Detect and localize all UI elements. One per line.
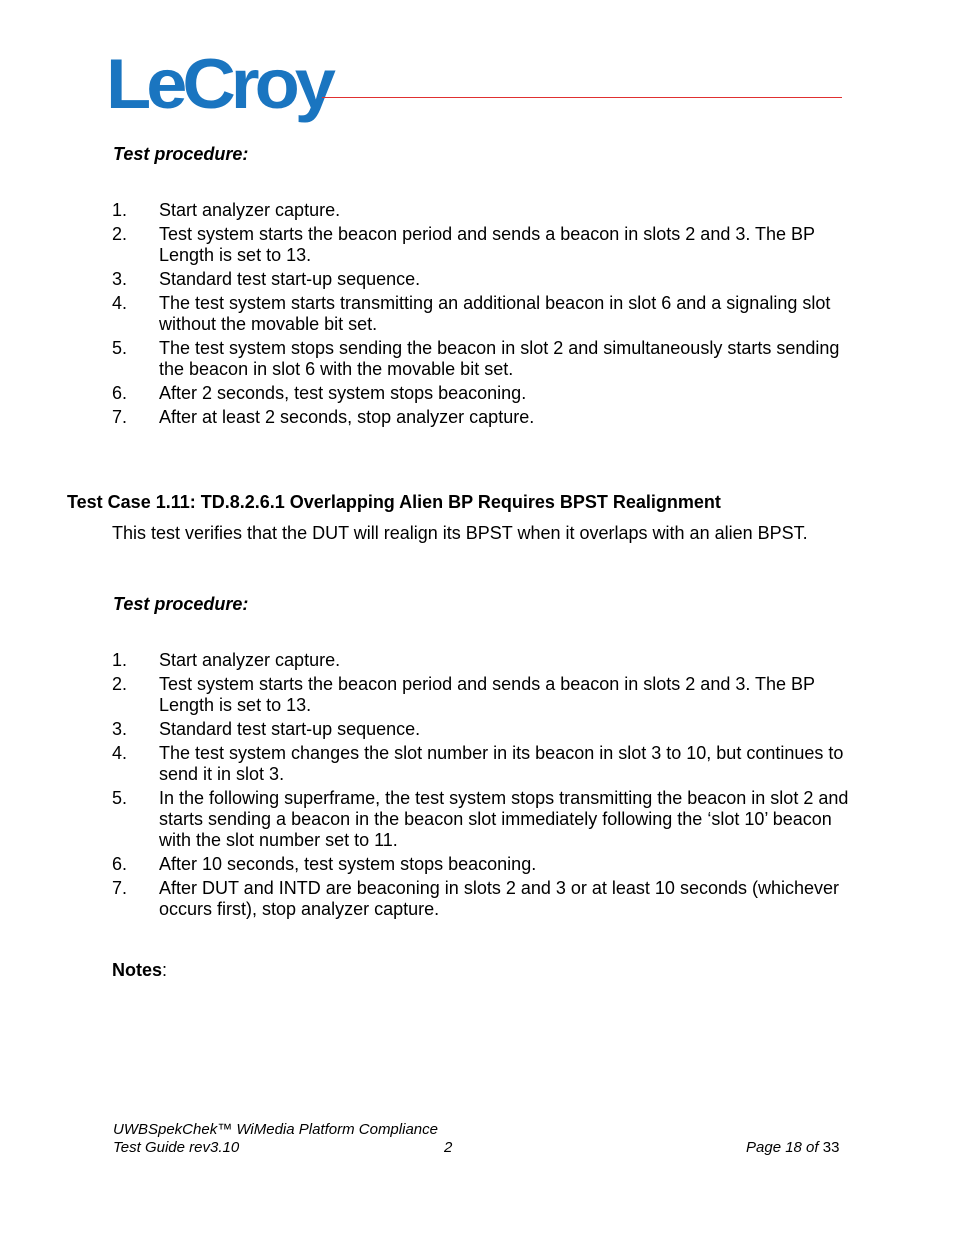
step-text: After DUT and INTD are beaconing in slots 2 and 3 or at least 10 seconds (whichever occurs first), stop analyzer capture. xyxy=(159,878,840,919)
step-number: 3. xyxy=(112,719,128,739)
footer-doc-title-line1: UWBSpekChek™ WiMedia Platform Compliance xyxy=(113,1121,438,1138)
step-number: 4. xyxy=(112,293,128,313)
header-rule xyxy=(322,97,842,98)
step-number: 7. xyxy=(112,407,128,427)
notes-colon: : xyxy=(162,960,168,980)
step-text: In the following superframe, the test system stops transmitting the beacon in slot 2 and starts sending a beacon in the beacon slot immediately following the ‘slot 10’ beacon with the slot number set to 11. xyxy=(159,788,849,850)
notes-label xyxy=(112,960,167,981)
step-item xyxy=(112,293,852,335)
procedure-steps-2 xyxy=(112,650,852,923)
step-item xyxy=(112,200,852,221)
step-number: 3. xyxy=(112,269,128,289)
step-item xyxy=(112,878,852,920)
step-item xyxy=(112,383,852,404)
footer-page-prefix: Page 18 of xyxy=(746,1139,819,1156)
step-item xyxy=(112,224,852,266)
step-text: Standard test start-up sequence. xyxy=(159,719,421,739)
step-item xyxy=(112,743,852,785)
step-number: 6. xyxy=(112,854,128,874)
step-item xyxy=(112,407,852,428)
step-text: The test system starts transmitting an additional beacon in slot 6 and a signaling slot without the movable bit set. xyxy=(159,293,831,334)
step-number: 6. xyxy=(112,383,128,403)
notes-label-text: Notes xyxy=(112,960,163,980)
step-item xyxy=(112,854,852,875)
step-item xyxy=(112,650,852,671)
lecroy-logo xyxy=(106,44,331,124)
step-number: 5. xyxy=(112,338,128,358)
step-number: 1. xyxy=(112,650,128,670)
step-number: 4. xyxy=(112,743,128,763)
logo-text: LeCroy xyxy=(106,44,331,123)
test-case-description: This test verifies that the DUT will realign its BPST when it overlaps with an alien BPST. xyxy=(112,523,808,543)
step-number: 1. xyxy=(112,200,128,220)
step-number: 7. xyxy=(112,878,128,898)
step-text: Standard test start-up sequence. xyxy=(159,269,421,289)
step-item xyxy=(112,338,852,380)
step-item xyxy=(112,269,852,290)
step-text: After 10 seconds, test system stops beaconing. xyxy=(159,854,537,874)
test-case-title: Test Case 1.11: TD.8.2.6.1 Overlapping Alien BP Requires BPST Realignment xyxy=(67,492,721,512)
footer-doc-title-line2: Test Guide rev3.10 xyxy=(113,1139,240,1156)
step-text: Test system starts the beacon period and sends a beacon in slots 2 and 3. The BP Length is set to 13. xyxy=(159,224,815,265)
step-text: Start analyzer capture. xyxy=(159,650,341,670)
step-text: After at least 2 seconds, stop analyzer capture. xyxy=(159,407,535,427)
step-number: 5. xyxy=(112,788,128,808)
step-text: The test system changes the slot number in its beacon in slot 3 to 10, but continues to send it in slot 3. xyxy=(159,743,844,784)
step-item xyxy=(112,788,852,851)
footer-page-info xyxy=(746,1139,839,1156)
step-text: After 2 seconds, test system stops beaconing. xyxy=(159,383,527,403)
step-item xyxy=(112,719,852,740)
step-item xyxy=(112,674,852,716)
procedure-heading-2: Test procedure: xyxy=(113,594,249,614)
footer-center-number: 2 xyxy=(444,1139,453,1156)
footer-page-total: 33 xyxy=(822,1139,840,1156)
procedure-steps-1 xyxy=(112,200,852,431)
step-text: Start analyzer capture. xyxy=(159,200,341,220)
step-number: 2. xyxy=(112,674,128,694)
procedure-heading-1: Test procedure: xyxy=(113,144,249,164)
step-number: 2. xyxy=(112,224,128,244)
step-text: Test system starts the beacon period and sends a beacon in slots 2 and 3. The BP Length is set to 13. xyxy=(159,674,815,715)
step-text: The test system stops sending the beacon in slot 2 and simultaneously starts sending the beacon in slot 6 with the movable bit set. xyxy=(159,338,840,379)
